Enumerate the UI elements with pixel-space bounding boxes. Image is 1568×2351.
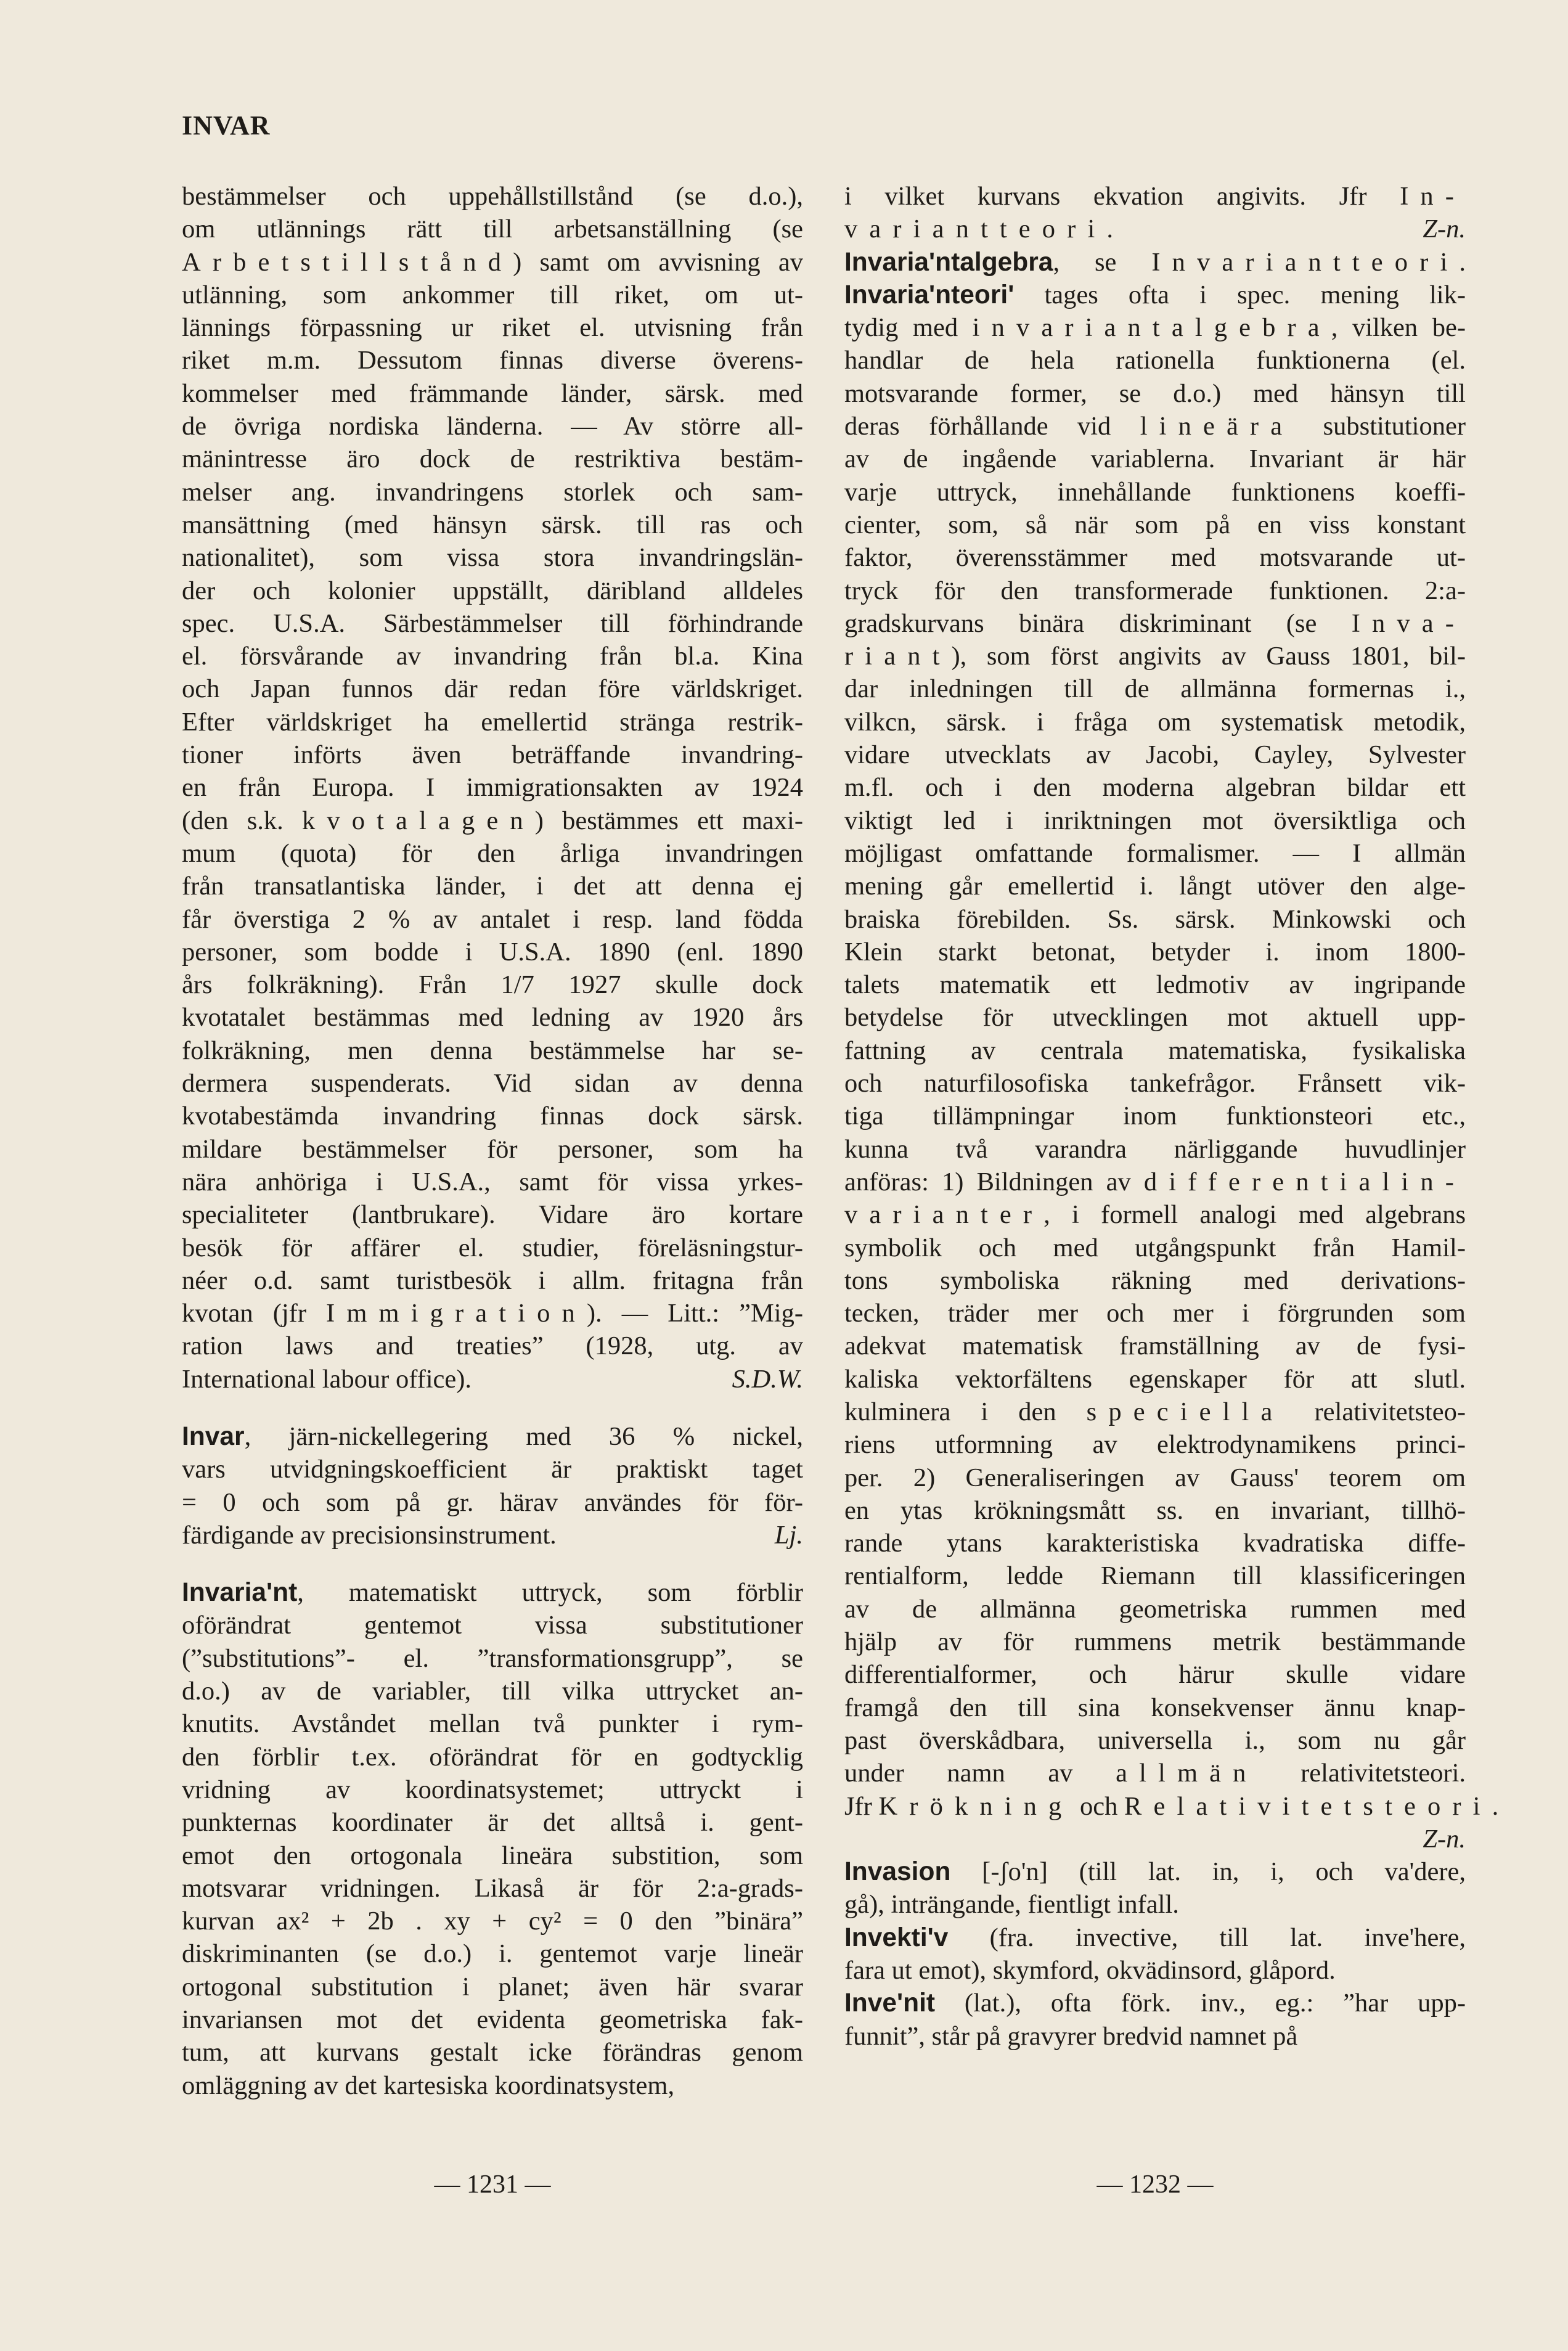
- entry-headword: Invaria'ntalgebra: [844, 247, 1053, 277]
- text-line: kaliska vektorfältens egenskaper för att slutl.: [844, 1364, 1466, 1394]
- text-line: av de ingående variablerna. Invariant är här: [844, 444, 1466, 474]
- text-line: nationalitet), som vissa stora invandringslän-: [182, 543, 803, 573]
- text-line: per. 2) Generaliseringen av Gauss' teorem om: [844, 1463, 1466, 1492]
- text-line: fara ut emot), skymford, okvädinsord, glåpord.: [844, 1956, 1336, 1985]
- text-line: ortogonal substitution i planet; även här svarar: [182, 1972, 803, 2001]
- text-line: tryck för den transformerade funktionen. 2:a-: [844, 576, 1466, 605]
- text-line: ration laws and treaties” (1928, utg. av: [182, 1331, 803, 1361]
- text-line: Klein starkt betonat, betyder i. inom 1800-: [844, 937, 1466, 967]
- text-line: riens utformning av elektrodynamikens princi-: [844, 1430, 1466, 1460]
- text-line: néer o.d. samt turistbesök i allm. fritagna från: [182, 1265, 803, 1295]
- entry-headword: Inve'nit: [844, 1989, 936, 2018]
- text-line: gradskurvans binära diskriminant (se Inva-: [844, 608, 1466, 638]
- text-line: från transatlantiska länder, i det att denna ej: [182, 872, 803, 901]
- text-line: m.fl. och i den moderna algebran bildar ett: [844, 773, 1466, 803]
- text-line: knutits. Avståndet mellan två punkter i rym-: [182, 1709, 803, 1739]
- text-line: tioner införts även beträffande invandring-: [182, 740, 803, 770]
- entry-headword: Invar: [182, 1421, 245, 1451]
- text-line: symbolik och med utgångspunkt från Hamil-: [844, 1233, 1466, 1262]
- text-line: den förblir t.ex. oförändrat för en godtycklig: [182, 1742, 803, 1772]
- text-line: kulminera i den speciella relativitetsteo-: [844, 1397, 1466, 1426]
- text-line: de övriga nordiska länderna. — Av större all-: [182, 412, 803, 441]
- text-line: adekvat matematisk framställning av de fysi-: [844, 1331, 1466, 1361]
- left-column: [182, 180, 803, 2102]
- text-line: färdigande av precisionsinstrument. Lj.: [182, 1519, 803, 1552]
- text-line: motsvarar vridningen. Likaså är för 2:a-grads-: [182, 1873, 803, 1903]
- text-line: mening går emellertid i. långt utöver den alge-: [844, 872, 1466, 901]
- text-line: varianter, i formell analogi med algebrans: [844, 1200, 1466, 1230]
- entry-headword: Invaria'nteori': [844, 280, 1015, 309]
- text-line: der och kolonier uppställt, däribland alldeles: [182, 576, 803, 605]
- text-line: bestämmelser och uppehållstillstånd (se d.o.),: [182, 182, 803, 211]
- text-line: betydelse för utvecklingen mot aktuell upp-: [844, 1003, 1466, 1032]
- text-line: framgå den till sina konsekvenser ännu knap-: [844, 1693, 1466, 1722]
- right-column: [844, 180, 1499, 2053]
- text-line: [844, 1823, 1466, 1855]
- entry-headword: Invasion: [844, 1857, 951, 1887]
- running-head: INVAR: [182, 110, 271, 141]
- text-line: riant), som först angivits av Gauss 1801, bil-: [844, 642, 1466, 671]
- entry-headword: Invekti'v: [844, 1923, 949, 1952]
- text-line: under namn av allmän relativitetsteori.: [844, 1759, 1466, 1788]
- text-line: varje uttryck, innehållande funktionens koeffi-: [844, 477, 1466, 507]
- text-line: braiska förebilden. Ss. särsk. Minkowski och: [844, 904, 1466, 934]
- text-line: variantteori. Z-n.: [844, 213, 1466, 245]
- text-line: rande ytans karakteristiska kvadratiska diffe-: [844, 1529, 1466, 1558]
- text-line: nära anhöriga i U.S.A., samt för vissa yrkes-: [182, 1167, 803, 1196]
- text-line: punkternas koordinater är det alltså i. gent-: [182, 1808, 803, 1838]
- text-line: cienter, som, så när som på en viss konstant: [844, 510, 1466, 539]
- text-line: tydig med invariantalgebra, vilken be-: [844, 313, 1466, 343]
- text-line: rentialform, ledde Riemann till klassificeringen: [844, 1561, 1466, 1591]
- text-line: kvotabestämda invandring finnas dock särsk.: [182, 1102, 803, 1131]
- author-signature: S.D.W.: [732, 1364, 803, 1394]
- text-line: mildare bestämmelser för personer, som ha: [182, 1134, 803, 1164]
- text-line: lännings förpassning ur riket el. utvisning från: [182, 313, 803, 343]
- text-line: deras förhållande vid lineära substitutioner: [844, 412, 1466, 441]
- text-line: mänintresse äro dock de restriktiva bestäm-: [182, 444, 803, 474]
- text-line: personer, som bodde i U.S.A. 1890 (enl. 1890: [182, 937, 803, 967]
- text-line: omläggning av det kartesiska koordinatsystem,: [182, 2071, 675, 2100]
- text-line: (den s.k. kvotalagen) bestämmes ett maxi-: [182, 806, 803, 835]
- text-line: tum, att kurvans gestalt icke förändras genom: [182, 2038, 803, 2067]
- text-line: = 0 och som på gr. härav användes för för-: [182, 1487, 803, 1517]
- text-line: folkräkning, men denna bestämmelse har se-: [182, 1036, 803, 1065]
- text-line: får överstiga 2 % av antalet i resp. land födda: [182, 904, 803, 934]
- text-line: kunna två varandra närliggande huvudlinjer: [844, 1134, 1466, 1164]
- text-line: funnit”, står på gravyrer bredvid namnet på: [844, 2021, 1298, 2051]
- author-signature: Z-n.: [1423, 1824, 1466, 1854]
- text-line: Invasion [-ʃo'n] (till lat. in, i, och va'dere,: [844, 1857, 1466, 1887]
- text-line: diskriminanten (se d.o.) i. gentemot varje lineär: [182, 1939, 803, 1969]
- text-line: tons symboliska räkning med derivations-: [844, 1265, 1466, 1295]
- text-line: kvotan (jfr Immigration). — Litt.: ”Mig-: [182, 1299, 803, 1328]
- text-line: vidare utvecklats av Jacobi, Cayley, Sylvester: [844, 740, 1466, 770]
- text-line: Efter världskriget ha emellertid stränga restrik-: [182, 707, 803, 737]
- text-line: Invaria'ntalgebra, se Invariantteori.: [844, 247, 1466, 277]
- text-line: motsvarande former, se d.o.) med hänsyn till: [844, 378, 1466, 408]
- text-line: faktor, överensstämmer med motsvarande ut-: [844, 543, 1466, 573]
- text-line: spec. U.S.A. Särbestämmelser till förhindrande: [182, 608, 803, 638]
- text-line: hjälp av för rummens metrik bestämmande: [844, 1627, 1466, 1657]
- text-line: en från Europa. I immigrationsakten av 1924: [182, 773, 803, 803]
- text-line: Arbetstillstånd) samt om avvisning av: [182, 247, 803, 277]
- text-line: Invaria'nt, matematiskt uttryck, som förblir: [182, 1578, 803, 1608]
- text-line: och naturfilosofiska tankefrågor. Frånsett vik-: [844, 1069, 1466, 1098]
- text-line: viktigt led i inriktningen mot översiktliga och: [844, 806, 1466, 835]
- text-line: en ytas krökningsmått ss. en invariant, tillhö-: [844, 1495, 1466, 1525]
- text-line: och Japan funnos där redan före världskriget.: [182, 674, 803, 704]
- text-line: Invaria'nteori' tages ofta i spec. mening lik-: [844, 280, 1466, 309]
- entry-separator: [182, 1552, 803, 1576]
- text-line: års folkräkning). Från 1/7 1927 skulle dock: [182, 970, 803, 1000]
- text-line: vilkcn, särsk. i fråga om systematisk metodik,: [844, 707, 1466, 737]
- text-line: utlänning, som ankommer till riket, om ut-: [182, 280, 803, 309]
- text-line: kurvan ax² + 2b . xy + cy² = 0 den ”binära”: [182, 1907, 803, 1936]
- text-line: past överskådbara, universella i., som nu går: [844, 1725, 1466, 1755]
- text-line: invariansen mot det evidenta geometriska fak-: [182, 2005, 803, 2035]
- text-line: dermera suspenderats. Vid sidan av denna: [182, 1069, 803, 1098]
- text-line: oförändrat gentemot vissa substitutioner: [182, 1611, 803, 1640]
- text-line: i vilket kurvans ekvation angivits. Jfr In-: [844, 182, 1466, 211]
- text-line: Jfr Krökning och Relativitetsteori.: [844, 1791, 1499, 1821]
- text-line: gå), inträngande, fientligt infall.: [844, 1890, 1179, 1920]
- page-number-right: — 1232 —: [1096, 2170, 1214, 2199]
- text-line: specialiteter (lantbrukare). Vidare äro kortare: [182, 1200, 803, 1230]
- text-line: d.o.) av de variabler, till vilka uttrycket an-: [182, 1677, 803, 1706]
- text-line: talets matematik ett ledmotiv av ingripande: [844, 970, 1466, 1000]
- text-line: tecken, träder mer och mer i förgrunden som: [844, 1299, 1466, 1328]
- text-line: kommelser med främmande länder, särsk. med: [182, 378, 803, 408]
- text-line: emot den ortogonala lineära substition, som: [182, 1841, 803, 1870]
- entry-headword: Invaria'nt: [182, 1578, 298, 1608]
- text-line: besök för affärer el. studier, föreläsningstur-: [182, 1233, 803, 1262]
- text-line: Invekti'v (fra. invective, till lat. inve'here,: [844, 1923, 1466, 1952]
- author-signature: Z-n.: [1423, 215, 1466, 244]
- text-line: riket m.m. Dessutom finnas diverse överens-: [182, 346, 803, 375]
- text-line: mansättning (med hänsyn särsk. till ras och: [182, 510, 803, 539]
- text-line: möjligast omfattande formalismer. — I allmän: [844, 838, 1466, 868]
- text-line: dar inledningen till de allmänna formernas i.,: [844, 674, 1466, 704]
- text-line: tiga tillämpningar inom funktionsteori etc.,: [844, 1102, 1466, 1131]
- text-line: melser ang. invandringens storlek och sam-: [182, 477, 803, 507]
- text-line: Inve'nit (lat.), ofta förk. inv., eg.: ”har upp-: [844, 1989, 1466, 2018]
- text-line: Invar, järn-nickellegering med 36 % nickel,: [182, 1421, 803, 1451]
- text-line: fattning av centrala matematiska, fysikaliska: [844, 1036, 1466, 1065]
- text-line: handlar de hela rationella funktionerna (el.: [844, 346, 1466, 375]
- text-line: vridning av koordinatsystemet; uttryckt i: [182, 1775, 803, 1804]
- text-line: differentialformer, och härur skulle vidare: [844, 1660, 1466, 1690]
- text-line: om utlännings rätt till arbetsanställning (se: [182, 215, 803, 244]
- page-number-left: — 1231 —: [434, 2170, 551, 2199]
- text-line: kvotatalet bestämmas med ledning av 1920 års: [182, 1003, 803, 1032]
- text-line: International labour office). S.D.W.: [182, 1363, 803, 1396]
- text-line: (”substitutions”- el. ”transformationsgrupp”, se: [182, 1643, 803, 1673]
- entry-separator: [182, 1396, 803, 1420]
- text-line: anföras: 1) Bildningen av differentialin-: [844, 1167, 1466, 1196]
- text-line: el. försvårande av invandring från bl.a. Kina: [182, 642, 803, 671]
- author-signature: Lj.: [774, 1520, 803, 1550]
- text-line: av de allmänna geometriska rummen med: [844, 1594, 1466, 1624]
- text-line: vars utvidgningskoefficient är praktiskt taget: [182, 1455, 803, 1484]
- text-line: mum (quota) för den årliga invandringen: [182, 838, 803, 868]
